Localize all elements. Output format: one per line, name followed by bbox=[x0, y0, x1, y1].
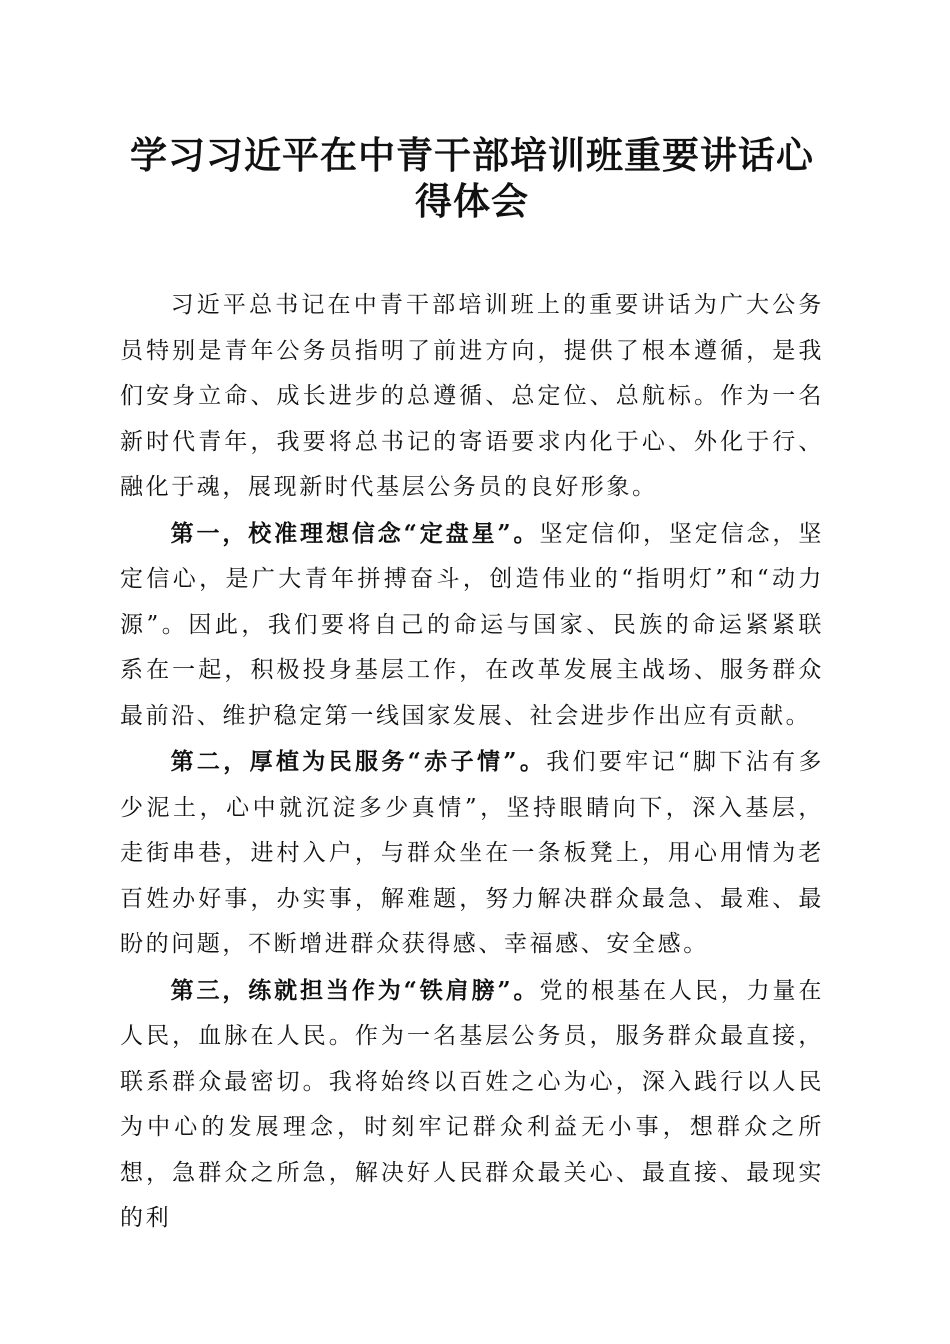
paragraph-lead: 第一，校准理想信念“定盘星”。 bbox=[170, 519, 540, 547]
paragraph-point-1 bbox=[120, 511, 824, 740]
paragraph-text: 习近平总书记在中青干部培训班上的重要讲话为广大公务员特别是青年公务员指明了前进方向，提供了根本遵循，是我们安身立命、成长进步的总遵循、总定位、总航标。作为一名新时代青年，我要将总书记的寄语要求内化于心、外化于行、融化于魂，展现新时代基层公务员的良好形象。 bbox=[120, 292, 824, 500]
paragraph-lead: 第二，厚植为民服务“赤子情”。 bbox=[170, 748, 547, 775]
paragraph-point-2 bbox=[120, 739, 824, 968]
paragraph-intro bbox=[120, 283, 824, 511]
paragraph-lead: 第三，练就担当作为“铁肩膀”。 bbox=[170, 976, 540, 1004]
document-body bbox=[120, 283, 824, 1242]
paragraph-point-3 bbox=[120, 968, 824, 1242]
paragraph-text: 党的根基在人民，力量在人民，血脉在人民。作为一名基层公务员，服务群众最直接，联系群众最密切。我将始终以百姓之心为心，深入践行以人民为中心的发展理念，时刻牢记群众利益无小事，想群众之所想，急群众之所急，解决好人民群众最关心、最直接、最现实的利 bbox=[120, 977, 824, 1231]
paragraph-text: 坚定信仰，坚定信念，坚定信心，是广大青年拼搏奋斗，创造伟业的“指明灯”和“动力源”。因此，我们要将自己的命运与国家、民族的命运紧紧联系在一起，积极投身基层工作，在改革发展主战场、服务群众最前沿、维护稳定第一线国家发展、社会进步作出应有贡献。 bbox=[120, 520, 824, 729]
document-title: 学习习近平在中青干部培训班重要讲话心得体会 bbox=[130, 134, 814, 223]
paragraph-text: 我们要牢记“脚下沾有多少泥土，心中就沉淀多少真情”，坚持眼睛向下，深入基层，走街串巷，进村入户，与群众坐在一条板凳上，用心用情为老百姓办好事，办实事，解难题，努力解决群众最急、最难、最盼的问题，不断增进群众获得感、幸福感、安全感。 bbox=[120, 749, 824, 957]
